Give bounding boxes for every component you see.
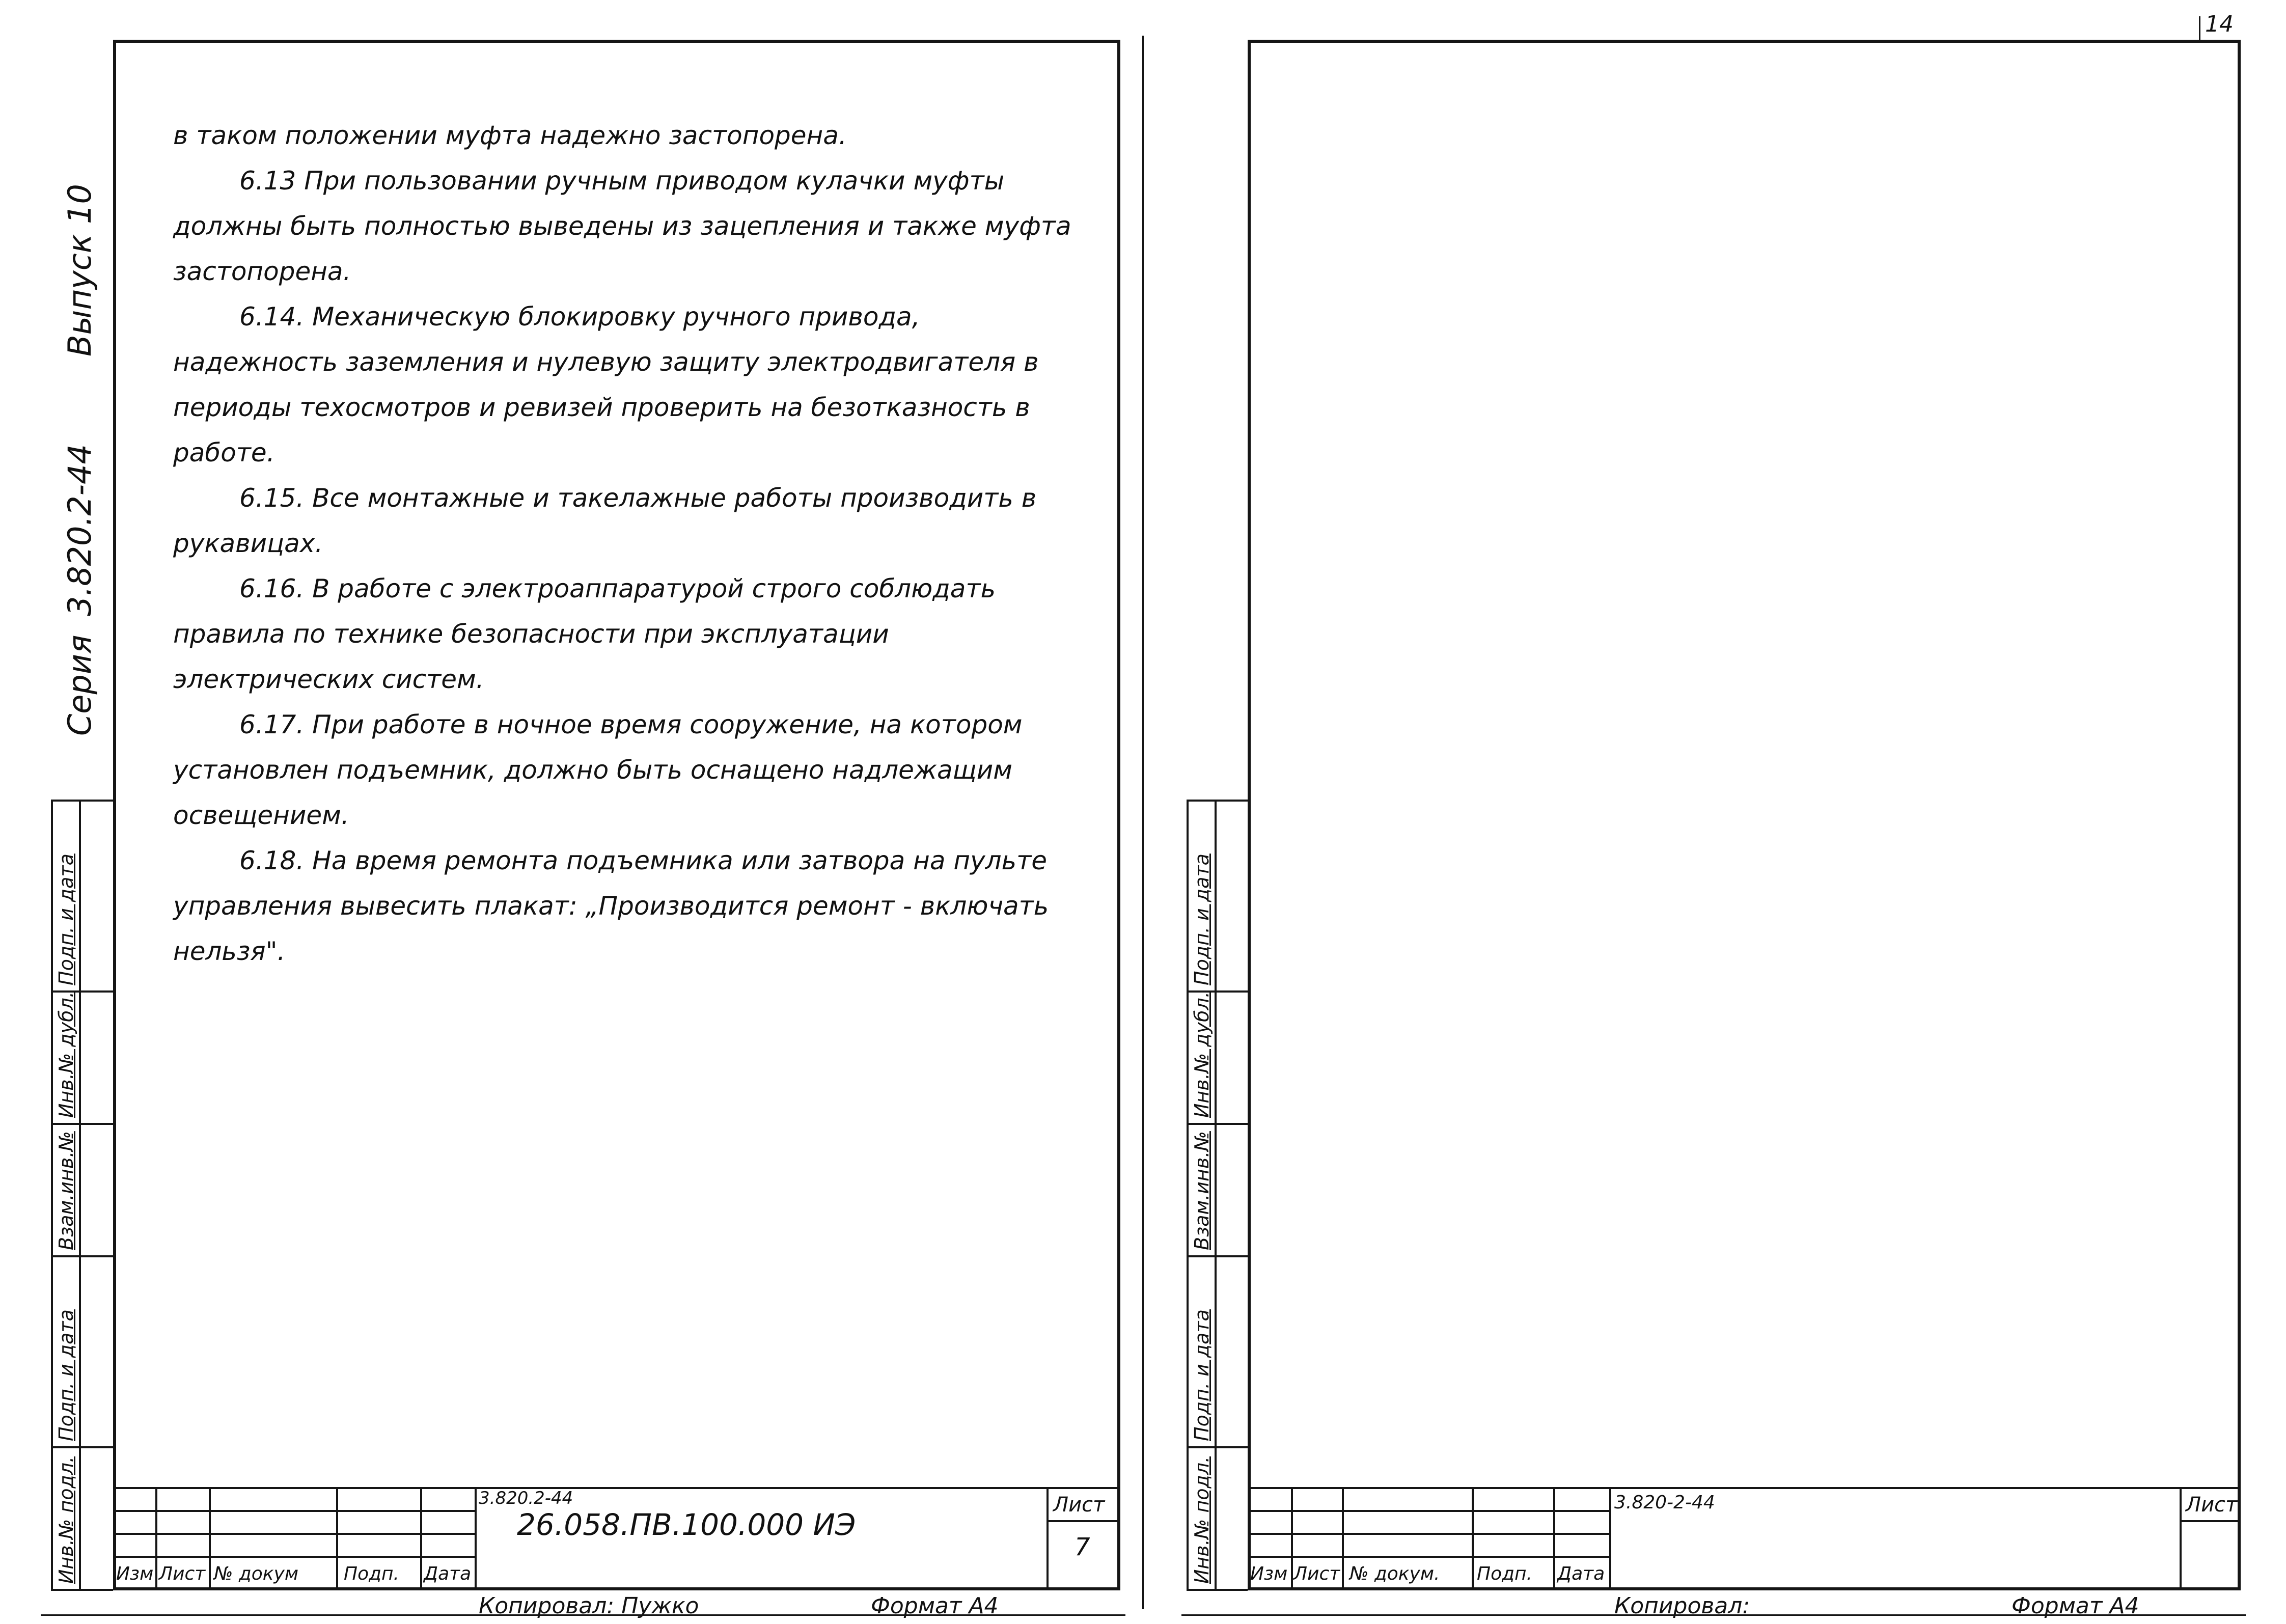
paragraph-6-18: 6.18. На время ремонта подъемника или затвора на пульте управления вывесить плакат: „Производится ремонт - включать нельзя". (173, 846, 1049, 966)
footer-format: Формат А4 (871, 1593, 999, 1619)
stamp-col-original-inv: Инв.№ подл. (55, 1456, 77, 1584)
page-number: 14 (2205, 11, 2234, 37)
right-sheet-label: Лист (2186, 1493, 2238, 1517)
title-header-date: Дата (424, 1563, 472, 1584)
paragraph-6-17: 6.17. При работе в ночное время сооружение, на котором установлен подъемник, должно быть оснащено надлежащим освещением. (173, 710, 1023, 830)
title-header-signature: Подп. (344, 1563, 399, 1584)
footer-baseline (41, 1614, 1125, 1616)
side-title-issue: Выпуск 10 (61, 184, 98, 356)
title-header-change: Изм (116, 1563, 154, 1584)
right-stamp-col-signature-date-1: Подп. и дата (1191, 854, 1213, 985)
right-title-ref-code: 3.820-2-44 (1614, 1492, 1715, 1513)
paragraph-6-16: 6.16. В работе с электроаппаратурой строго соблюдать правила по технике безопасности при эксплуатации электрических систем. (173, 574, 996, 694)
footer-copied-by: Копировал: Пужко (479, 1593, 699, 1619)
stamp-col-replace-inv: Взам.инв.№ (55, 1131, 77, 1250)
paragraph-continuation: в таком положении муфта надежно застопорена. (173, 121, 847, 150)
paragraph-6-15: 6.15. Все монтажные и такелажные работы производить в рукавицах. (173, 483, 1037, 558)
right-title-header-doc-number: № докум. (1349, 1563, 1440, 1584)
right-title-header-change: Изм (1250, 1563, 1288, 1584)
side-title-code: 3.820.2-44 (61, 444, 98, 616)
right-stamp-col-duplicate-inv: Инв.№ дубл. (1191, 992, 1213, 1118)
title-header-sheet: Лист (159, 1563, 206, 1584)
title-ref-code: 3.820.2-44 (479, 1488, 573, 1508)
document-body-text (173, 113, 1090, 974)
paragraph-6-13: 6.13 При пользовании ручным приводом кулачки муфты должны быть полностью выведены из зацепления и также муфта застопорена. (173, 166, 1071, 286)
right-stamp-col-signature-date-2: Подп. и дата (1191, 1309, 1213, 1441)
page-number-tick (2199, 16, 2200, 40)
right-title-header-date: Дата (1557, 1563, 1605, 1584)
right-stamp-col-replace-inv: Взам.инв.№ (1191, 1131, 1213, 1250)
right-title-header-signature: Подп. (1477, 1563, 1532, 1584)
right-title-header-sheet: Лист (1293, 1563, 1340, 1584)
sheet-label: Лист (1053, 1493, 1105, 1517)
paragraph-6-14: 6.14. Механическую блокировку ручного привода, надежность заземления и нулевую защиту электродвигателя в периоды техосмотров и ревизей проверить на безотказность в работе. (173, 302, 1039, 467)
page-divider (1142, 36, 1144, 1609)
stamp-col-signature-date-1: Подп. и дата (55, 854, 77, 985)
right-footer-format: Формат А4 (2012, 1593, 2139, 1619)
right-footer-baseline (1181, 1614, 2246, 1616)
right-stamp-col-original-inv: Инв.№ подл. (1191, 1456, 1213, 1584)
document-number: 26.058.ПВ.100.000 ИЭ (517, 1507, 856, 1542)
title-header-doc-number: № докум (214, 1563, 299, 1584)
stamp-col-duplicate-inv: Инв.№ дубл. (55, 992, 77, 1118)
stamp-col-signature-date-2: Подп. и дата (55, 1309, 77, 1441)
side-title-series: Серия (61, 635, 98, 736)
right-page-frame (1248, 40, 2241, 1590)
right-footer-copied-by: Копировал: (1614, 1593, 1750, 1619)
sheet-number: 7 (1075, 1533, 1090, 1561)
